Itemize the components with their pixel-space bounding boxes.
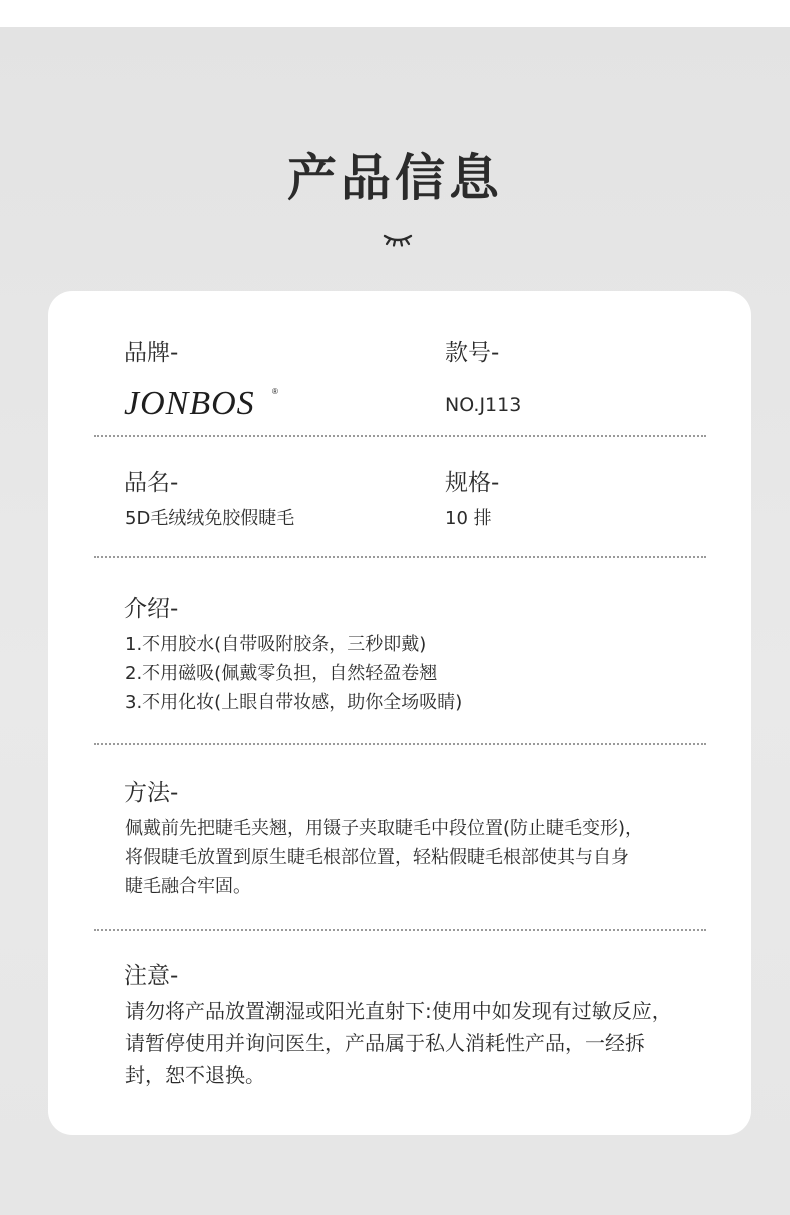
product-name-value: 5D毛绒绒免胶假睫毛 bbox=[125, 508, 295, 529]
dotted-divider bbox=[94, 556, 706, 558]
method-label: 方法- bbox=[124, 780, 179, 806]
product-name-label: 品名- bbox=[124, 470, 179, 496]
method-text bbox=[125, 814, 643, 901]
intro-line: 2.不用磁吸(佩戴零负担，自然轻盈卷翘 bbox=[125, 663, 438, 684]
notice-text bbox=[125, 995, 672, 1091]
dotted-divider bbox=[94, 929, 706, 931]
brand-label: 品牌- bbox=[124, 340, 179, 366]
model-value: NO.J113 bbox=[445, 394, 522, 416]
method-line: 佩戴前先把睫毛夹翘，用镊子夹取睫毛中段位置(防止睫毛变形)， bbox=[125, 818, 644, 839]
notice-line: 请勿将产品放置潮湿或阳光直射下:使用中如发现有过敏反应， bbox=[125, 999, 672, 1023]
intro-label: 介绍- bbox=[124, 596, 179, 622]
spec-label: 规格- bbox=[445, 470, 500, 496]
intro-text bbox=[125, 630, 462, 717]
model-label: 款号- bbox=[445, 340, 500, 366]
jonbos-logo bbox=[124, 382, 284, 420]
svg-text:JONBOS: JONBOS bbox=[124, 385, 255, 420]
spec-value: 10 排 bbox=[445, 508, 492, 529]
dotted-divider bbox=[94, 435, 706, 437]
page-title: 产品信息 bbox=[287, 149, 503, 207]
svg-text:®: ® bbox=[272, 387, 278, 396]
info-card bbox=[48, 291, 751, 1135]
notice-line: 请暂停使用并询问医生，产品属于私人消耗性产品，一经拆 bbox=[125, 1031, 645, 1055]
closed-eye-lash-icon bbox=[383, 231, 413, 247]
intro-line: 3.不用化妆(上眼自带妆感，助你全场吸睛) bbox=[125, 692, 463, 713]
intro-line: 1.不用胶水(自带吸附胶条，三秒即戴) bbox=[125, 634, 427, 655]
method-line: 睫毛融合牢固。 bbox=[125, 876, 251, 897]
notice-label: 注意- bbox=[124, 963, 179, 989]
dotted-divider bbox=[94, 743, 706, 745]
method-line: 将假睫毛放置到原生睫毛根部位置，轻粘假睫毛根部使其与自身 bbox=[125, 847, 629, 868]
notice-line: 封，恕不退换。 bbox=[125, 1063, 265, 1087]
